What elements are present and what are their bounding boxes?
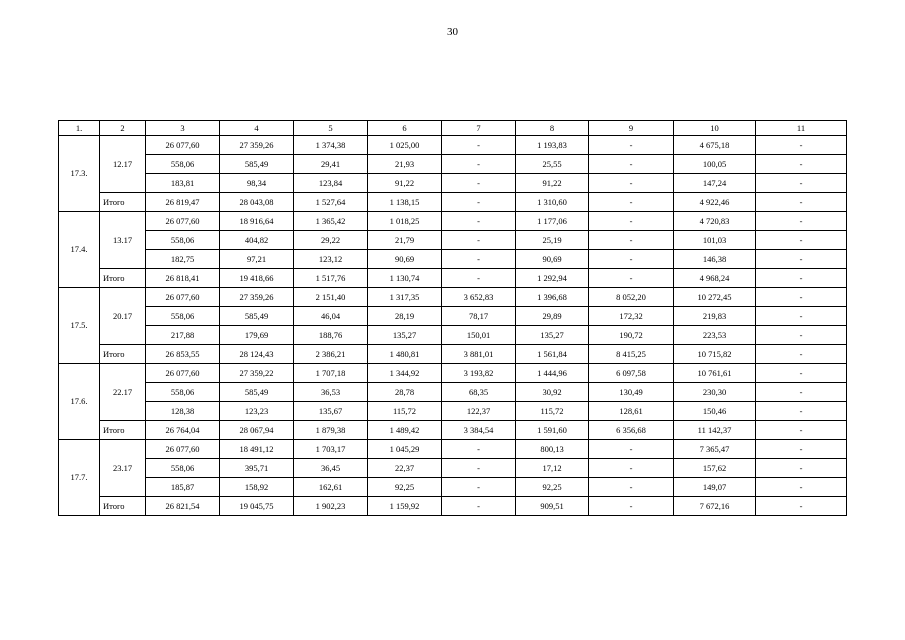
value-cell: 90,69 xyxy=(516,250,589,269)
value-cell: 172,32 xyxy=(589,307,674,326)
column-header: 7 xyxy=(442,121,516,136)
group-code-cell: 22.17 xyxy=(100,364,146,421)
value-cell: 90,69 xyxy=(368,250,442,269)
value-cell: - xyxy=(756,174,847,193)
total-row xyxy=(59,497,847,516)
value-cell: 26 077,60 xyxy=(146,440,220,459)
total-value-cell: - xyxy=(756,421,847,440)
total-value-cell: 1 310,60 xyxy=(516,193,589,212)
value-cell: 98,34 xyxy=(220,174,294,193)
value-cell: 1 177,06 xyxy=(516,212,589,231)
total-row xyxy=(59,193,847,212)
total-value-cell: 28 067,94 xyxy=(220,421,294,440)
group-id-cell: 17.7. xyxy=(59,440,100,516)
value-cell: 3 193,82 xyxy=(442,364,516,383)
value-cell: 182,75 xyxy=(146,250,220,269)
table-row xyxy=(59,402,847,421)
value-cell: 28,78 xyxy=(368,383,442,402)
value-cell: - xyxy=(589,478,674,497)
total-value-cell: 26 821,54 xyxy=(146,497,220,516)
value-cell: - xyxy=(442,231,516,250)
value-cell: 36,45 xyxy=(294,459,368,478)
column-header: 1. xyxy=(59,121,100,136)
value-cell: 29,89 xyxy=(516,307,589,326)
value-cell: 230,30 xyxy=(674,383,756,402)
value-cell: 4 675,18 xyxy=(674,136,756,155)
group-code-cell: 13.17 xyxy=(100,212,146,269)
column-header: 2 xyxy=(100,121,146,136)
value-cell: 29,22 xyxy=(294,231,368,250)
value-cell: 97,21 xyxy=(220,250,294,269)
total-value-cell: 28 043,08 xyxy=(220,193,294,212)
total-value-cell: 26 764,04 xyxy=(146,421,220,440)
total-value-cell: - xyxy=(756,345,847,364)
table-row xyxy=(59,478,847,497)
table-row xyxy=(59,459,847,478)
value-cell: 149,07 xyxy=(674,478,756,497)
total-value-cell: 1 292,94 xyxy=(516,269,589,288)
value-cell: - xyxy=(442,136,516,155)
value-cell: - xyxy=(756,440,847,459)
value-cell: 217,88 xyxy=(146,326,220,345)
value-cell: 1 193,83 xyxy=(516,136,589,155)
value-cell: 18 916,64 xyxy=(220,212,294,231)
table-row xyxy=(59,250,847,269)
value-cell: 558,06 xyxy=(146,459,220,478)
value-cell: 150,01 xyxy=(442,326,516,345)
value-cell: 404,82 xyxy=(220,231,294,250)
group-code-cell: 23.17 xyxy=(100,440,146,497)
total-value-cell: 1 159,92 xyxy=(368,497,442,516)
value-cell: 223,53 xyxy=(674,326,756,345)
total-value-cell: 10 715,82 xyxy=(674,345,756,364)
total-value-cell: 26 819,47 xyxy=(146,193,220,212)
value-cell: 2 151,40 xyxy=(294,288,368,307)
total-label: Итого xyxy=(100,193,146,212)
total-label: Итого xyxy=(100,269,146,288)
value-cell: 100,05 xyxy=(674,155,756,174)
value-cell: 122,37 xyxy=(442,402,516,421)
value-cell: 25,55 xyxy=(516,155,589,174)
value-cell: 185,87 xyxy=(146,478,220,497)
value-cell: 162,61 xyxy=(294,478,368,497)
total-value-cell: 1 561,84 xyxy=(516,345,589,364)
total-value-cell: - xyxy=(756,193,847,212)
total-value-cell: - xyxy=(589,193,674,212)
total-value-cell: - xyxy=(442,497,516,516)
table-row xyxy=(59,174,847,193)
table-row xyxy=(59,326,847,345)
column-header: 10 xyxy=(674,121,756,136)
value-cell: - xyxy=(756,231,847,250)
value-cell: 27 359,26 xyxy=(220,136,294,155)
value-cell: 188,76 xyxy=(294,326,368,345)
value-cell: - xyxy=(756,383,847,402)
value-cell: 1 703,17 xyxy=(294,440,368,459)
value-cell: 158,92 xyxy=(220,478,294,497)
value-cell: 190,72 xyxy=(589,326,674,345)
value-cell: 26 077,60 xyxy=(146,136,220,155)
value-cell: - xyxy=(756,288,847,307)
total-row xyxy=(59,345,847,364)
value-cell: 1 317,35 xyxy=(368,288,442,307)
group-code-cell: 20.17 xyxy=(100,288,146,345)
value-cell: 46,04 xyxy=(294,307,368,326)
value-cell: - xyxy=(589,174,674,193)
value-cell: 26 077,60 xyxy=(146,212,220,231)
total-row xyxy=(59,421,847,440)
data-table xyxy=(58,120,847,516)
total-value-cell: 11 142,37 xyxy=(674,421,756,440)
value-cell: 1 025,00 xyxy=(368,136,442,155)
value-cell: 558,06 xyxy=(146,383,220,402)
value-cell: 585,49 xyxy=(220,383,294,402)
value-cell: 30,92 xyxy=(516,383,589,402)
total-value-cell: 1 480,81 xyxy=(368,345,442,364)
value-cell: - xyxy=(442,174,516,193)
total-value-cell: 1 489,42 xyxy=(368,421,442,440)
value-cell: 7 365,47 xyxy=(674,440,756,459)
value-cell: 26 077,60 xyxy=(146,364,220,383)
value-cell: 36,53 xyxy=(294,383,368,402)
total-value-cell: - xyxy=(442,193,516,212)
value-cell: - xyxy=(442,155,516,174)
value-cell: 1 045,29 xyxy=(368,440,442,459)
total-value-cell: - xyxy=(756,269,847,288)
value-cell: 1 344,92 xyxy=(368,364,442,383)
value-cell: - xyxy=(756,136,847,155)
value-cell: 183,81 xyxy=(146,174,220,193)
value-cell: - xyxy=(756,402,847,421)
value-cell: 123,84 xyxy=(294,174,368,193)
total-label: Итого xyxy=(100,421,146,440)
value-cell: 123,12 xyxy=(294,250,368,269)
value-cell: 6 097,58 xyxy=(589,364,674,383)
total-value-cell: 2 386,21 xyxy=(294,345,368,364)
total-value-cell: 8 415,25 xyxy=(589,345,674,364)
value-cell: 26 077,60 xyxy=(146,288,220,307)
value-cell: 91,22 xyxy=(368,174,442,193)
column-header: 11 xyxy=(756,121,847,136)
value-cell: 1 396,68 xyxy=(516,288,589,307)
value-cell: - xyxy=(756,307,847,326)
value-cell: 558,06 xyxy=(146,307,220,326)
total-value-cell: 19 045,75 xyxy=(220,497,294,516)
total-value-cell: 1 527,64 xyxy=(294,193,368,212)
group-id-cell: 17.3. xyxy=(59,136,100,212)
value-cell: 135,67 xyxy=(294,402,368,421)
value-cell: 219,83 xyxy=(674,307,756,326)
column-header: 8 xyxy=(516,121,589,136)
value-cell: - xyxy=(589,155,674,174)
table-row xyxy=(59,307,847,326)
value-cell: 179,69 xyxy=(220,326,294,345)
value-cell: 78,17 xyxy=(442,307,516,326)
value-cell: 146,38 xyxy=(674,250,756,269)
value-cell: - xyxy=(589,459,674,478)
value-cell: 123,23 xyxy=(220,402,294,421)
table-row xyxy=(59,212,847,231)
value-cell: 92,25 xyxy=(516,478,589,497)
total-value-cell: 26 818,41 xyxy=(146,269,220,288)
total-value-cell: 26 853,55 xyxy=(146,345,220,364)
value-cell: 115,72 xyxy=(516,402,589,421)
value-cell: 10 272,45 xyxy=(674,288,756,307)
value-cell: 1 444,96 xyxy=(516,364,589,383)
value-cell: 22,37 xyxy=(368,459,442,478)
value-cell: 3 652,83 xyxy=(442,288,516,307)
value-cell: 558,06 xyxy=(146,155,220,174)
column-header: 6 xyxy=(368,121,442,136)
value-cell: 150,46 xyxy=(674,402,756,421)
value-cell: - xyxy=(589,136,674,155)
total-value-cell: 1 517,76 xyxy=(294,269,368,288)
total-value-cell: 1 130,74 xyxy=(368,269,442,288)
value-cell: 135,27 xyxy=(516,326,589,345)
value-cell: 101,03 xyxy=(674,231,756,250)
value-cell: 92,25 xyxy=(368,478,442,497)
page-number: 30 xyxy=(447,26,458,38)
value-cell: - xyxy=(442,459,516,478)
value-cell: - xyxy=(589,231,674,250)
table-row xyxy=(59,136,847,155)
table-row xyxy=(59,155,847,174)
total-value-cell: 19 418,66 xyxy=(220,269,294,288)
value-cell: 28,19 xyxy=(368,307,442,326)
group-code-cell: 12.17 xyxy=(100,136,146,193)
total-value-cell: 4 968,24 xyxy=(674,269,756,288)
value-cell: 25,19 xyxy=(516,231,589,250)
value-cell: - xyxy=(442,478,516,497)
value-cell: 128,38 xyxy=(146,402,220,421)
total-value-cell: 1 591,60 xyxy=(516,421,589,440)
header-row xyxy=(59,121,847,136)
value-cell: - xyxy=(442,250,516,269)
value-cell: - xyxy=(589,212,674,231)
total-value-cell: - xyxy=(589,497,674,516)
total-value-cell: 4 922,46 xyxy=(674,193,756,212)
value-cell: 135,27 xyxy=(368,326,442,345)
total-value-cell: 28 124,43 xyxy=(220,345,294,364)
value-cell: 147,24 xyxy=(674,174,756,193)
value-cell: 27 359,22 xyxy=(220,364,294,383)
value-cell: - xyxy=(442,212,516,231)
value-cell: 585,49 xyxy=(220,307,294,326)
group-id-cell: 17.4. xyxy=(59,212,100,288)
column-header: 3 xyxy=(146,121,220,136)
value-cell: 157,62 xyxy=(674,459,756,478)
value-cell: - xyxy=(756,459,847,478)
value-cell: 395,71 xyxy=(220,459,294,478)
value-cell: 68,35 xyxy=(442,383,516,402)
total-value-cell: - xyxy=(442,269,516,288)
total-value-cell: 6 356,68 xyxy=(589,421,674,440)
value-cell: 21,93 xyxy=(368,155,442,174)
value-cell: 130,49 xyxy=(589,383,674,402)
value-cell: 18 491,12 xyxy=(220,440,294,459)
table-body xyxy=(59,121,847,516)
total-value-cell: 909,51 xyxy=(516,497,589,516)
value-cell: 558,06 xyxy=(146,231,220,250)
table-row xyxy=(59,440,847,459)
value-cell: 1 374,38 xyxy=(294,136,368,155)
total-value-cell: - xyxy=(756,497,847,516)
value-cell: 128,61 xyxy=(589,402,674,421)
total-value-cell: - xyxy=(589,269,674,288)
value-cell: - xyxy=(756,212,847,231)
value-cell: - xyxy=(756,478,847,497)
value-cell: 115,72 xyxy=(368,402,442,421)
value-cell: 585,49 xyxy=(220,155,294,174)
column-header: 5 xyxy=(294,121,368,136)
table-row xyxy=(59,231,847,250)
value-cell: - xyxy=(756,155,847,174)
table-row xyxy=(59,288,847,307)
total-label: Итого xyxy=(100,497,146,516)
value-cell: - xyxy=(589,250,674,269)
total-value-cell: 3 881,01 xyxy=(442,345,516,364)
value-cell: - xyxy=(756,364,847,383)
value-cell: 29,41 xyxy=(294,155,368,174)
value-cell: - xyxy=(756,326,847,345)
value-cell: 800,13 xyxy=(516,440,589,459)
value-cell: 4 720,83 xyxy=(674,212,756,231)
group-id-cell: 17.6. xyxy=(59,364,100,440)
total-value-cell: 7 672,16 xyxy=(674,497,756,516)
value-cell: - xyxy=(756,250,847,269)
value-cell: 1 018,25 xyxy=(368,212,442,231)
column-header: 9 xyxy=(589,121,674,136)
table-row xyxy=(59,364,847,383)
value-cell: 27 359,26 xyxy=(220,288,294,307)
total-value-cell: 1 879,38 xyxy=(294,421,368,440)
value-cell: 8 052,20 xyxy=(589,288,674,307)
value-cell: 1 707,18 xyxy=(294,364,368,383)
value-cell: 21,79 xyxy=(368,231,442,250)
value-cell: 10 761,61 xyxy=(674,364,756,383)
total-label: Итого xyxy=(100,345,146,364)
value-cell: 17,12 xyxy=(516,459,589,478)
total-value-cell: 1 902,23 xyxy=(294,497,368,516)
total-value-cell: 1 138,15 xyxy=(368,193,442,212)
value-cell: - xyxy=(589,440,674,459)
total-row xyxy=(59,269,847,288)
value-cell: 1 365,42 xyxy=(294,212,368,231)
total-value-cell: 3 384,54 xyxy=(442,421,516,440)
column-header: 4 xyxy=(220,121,294,136)
table-row xyxy=(59,383,847,402)
value-cell: 91,22 xyxy=(516,174,589,193)
value-cell: - xyxy=(442,440,516,459)
group-id-cell: 17.5. xyxy=(59,288,100,364)
